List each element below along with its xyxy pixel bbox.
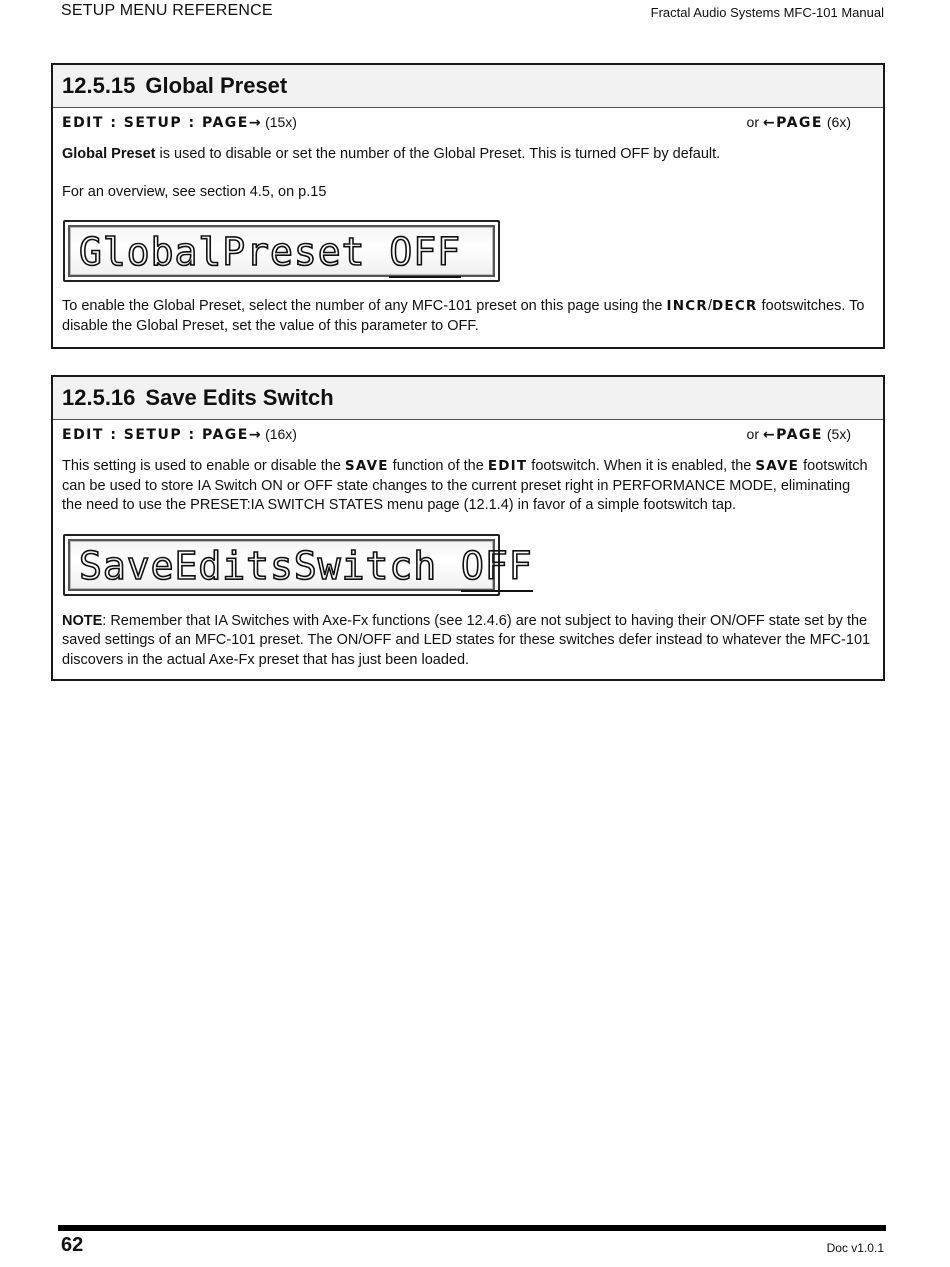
lcd-value-text: OFF	[389, 230, 462, 274]
section-global-preset	[51, 63, 885, 349]
running-header-section: SETUP MENU REFERENCE	[61, 2, 273, 19]
section-save-edits-switch	[51, 375, 885, 681]
nav-alt-count: (6x)	[826, 114, 851, 130]
lcd-cursor-underline	[461, 590, 533, 592]
nav-alt-path: ←PAGE	[762, 115, 823, 131]
note-paragraph	[53, 612, 883, 671]
intro-term: Global Preset	[62, 146, 156, 162]
lcd-label: GlobalPreset	[79, 230, 390, 274]
body-text: function of the	[388, 458, 488, 474]
body-text: To enable the Global Preset, select the number of any MFC-101 preset on this page using the	[62, 298, 667, 314]
footer-rule	[58, 1225, 886, 1231]
nav-alternate	[747, 426, 851, 443]
nav-alternate	[747, 114, 851, 131]
keyword-decr: DECR	[712, 298, 758, 314]
intro-paragraph	[53, 145, 883, 165]
lcd-value	[461, 544, 533, 588]
body-text: footswitch can be used to store IA Switch ON or OFF state changes to the current preset right in PERFORMANCE MODE, eliminating the need to use the PRESET:IA SWITCH STATES menu page (12.1.4) in favor of a simple footswitch tap.	[62, 458, 868, 513]
nav-alt-prefix: or	[746, 426, 763, 442]
body-text: footswitch. When it is enabled, the	[527, 458, 756, 474]
running-header-title: Fractal Audio Systems MFC-101 Manual	[650, 5, 884, 20]
lcd-screen	[68, 225, 495, 277]
lcd-value	[389, 230, 461, 274]
keyword-save: SAVE	[344, 458, 389, 474]
lcd-display	[63, 534, 533, 596]
keyword-incr: INCR	[666, 298, 708, 314]
lcd-screen	[68, 539, 533, 591]
nav-path: EDIT : SETUP : PAGE→	[62, 427, 263, 443]
lcd-cursor-underline	[389, 276, 461, 278]
body-paragraph	[53, 297, 883, 336]
nav-alt-path: ←PAGE	[762, 427, 823, 443]
lcd-text	[79, 231, 461, 273]
nav-alt-count: (5x)	[826, 426, 851, 442]
body-separator: /	[707, 298, 712, 314]
section-number: 12.5.15	[62, 73, 136, 98]
lcd-value-text: OFF	[461, 543, 533, 588]
body-text: This setting is used to enable or disable the	[62, 458, 345, 474]
body-text: footswitches. To disable the Global Preset, set the value of this parameter to OFF.	[62, 298, 865, 334]
section-number: 12.5.16	[62, 385, 136, 410]
section-title: Global Preset	[145, 73, 288, 98]
page-number: 62	[61, 1234, 84, 1256]
overview-paragraph: For an overview, see section 4.5, on p.15	[62, 183, 327, 200]
intro-text: is used to disable or set the number of the Global Preset. This is turned OFF by default.	[155, 146, 721, 162]
doc-version: Doc v1.0.1	[826, 1241, 884, 1255]
note-label: NOTE	[62, 612, 103, 629]
navigation-path	[53, 420, 883, 447]
lcd-label: SaveEditsSwitch	[79, 543, 462, 588]
section-heading	[53, 377, 883, 420]
nav-count: (15x)	[265, 114, 297, 130]
lcd-display	[63, 220, 500, 282]
section-title: Save Edits Switch	[145, 385, 334, 410]
keyword-edit: EDIT	[487, 458, 528, 474]
keyword-save: SAVE	[755, 458, 800, 474]
body-paragraph	[53, 457, 883, 516]
section-heading	[53, 65, 883, 108]
note-text: : Remember that IA Switches with Axe-Fx functions (see 12.4.6) are not subject to having their ON/OFF state set by the saved settings of an MFC-101 preset. The ON/OFF and LED states for these switches defer instead to whatever the MFC-101 discovers in the actual Axe-Fx preset that has just been loaded.	[62, 612, 871, 668]
navigation-path	[53, 108, 883, 135]
nav-path: EDIT : SETUP : PAGE→	[62, 115, 263, 131]
nav-count: (16x)	[265, 426, 297, 442]
nav-alt-prefix: or	[746, 114, 763, 130]
lcd-text	[79, 545, 533, 587]
